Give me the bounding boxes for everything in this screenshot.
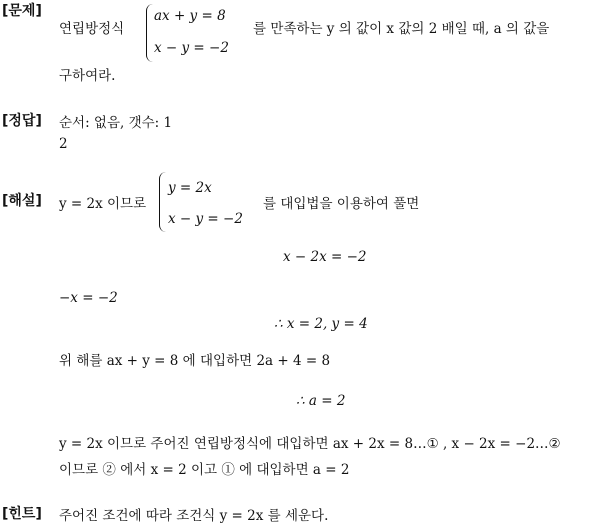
solution-substitute: 위 해를 ax + y = 8 에 대입하면 2a + 4 = 8 [59, 353, 331, 369]
problem-intro: 연립방정식 [59, 21, 125, 37]
solution-result: ∴ a = 2 [296, 393, 346, 409]
solution-alternative-2: 이므로 ② 에서 x = 2 이고 ① 에 대입하면 a = 2 [59, 462, 350, 478]
solution-method: 를 대입법을 이용하여 풀면 [263, 196, 420, 212]
solution-system-brace [159, 172, 166, 232]
answer-tag: [정답] [2, 113, 42, 129]
answer-meta: 순서: 없음, 갯수: 1 [59, 115, 173, 131]
solution-system-eq-1: y = 2x [168, 180, 212, 196]
problem-question: 구하여라. [59, 68, 116, 84]
problem-equation-2: x − y = −2 [154, 40, 229, 56]
answer-value: 2 [59, 136, 68, 152]
solution-step-3: ∴ x = 2, y = 4 [274, 316, 368, 332]
solution-step-1: x − 2x = −2 [283, 249, 367, 265]
problem-tag: [문제] [2, 3, 42, 19]
problem-system-brace [146, 4, 153, 62]
solution-system-eq-2: x − y = −2 [168, 211, 243, 227]
hint-text: 주어진 조건에 따라 조건식 y = 2x 를 세운다. [59, 508, 329, 524]
solution-alternative-1: y = 2x 이므로 주어진 연립방정식에 대입하면 ax + 2x = 8…① , x − 2x = −2…② [59, 436, 561, 452]
problem-condition: 를 만족하는 y 의 값이 x 값의 2 배일 때, a 의 값을 [253, 21, 550, 37]
hint-tag: [힌트] [2, 506, 42, 522]
solution-step-2: −x = −2 [59, 290, 118, 306]
solution-tag: [해설] [2, 193, 42, 209]
problem-equation-1: ax + y = 8 [154, 8, 226, 24]
solution-intro: y = 2x 이므로 [59, 196, 147, 212]
